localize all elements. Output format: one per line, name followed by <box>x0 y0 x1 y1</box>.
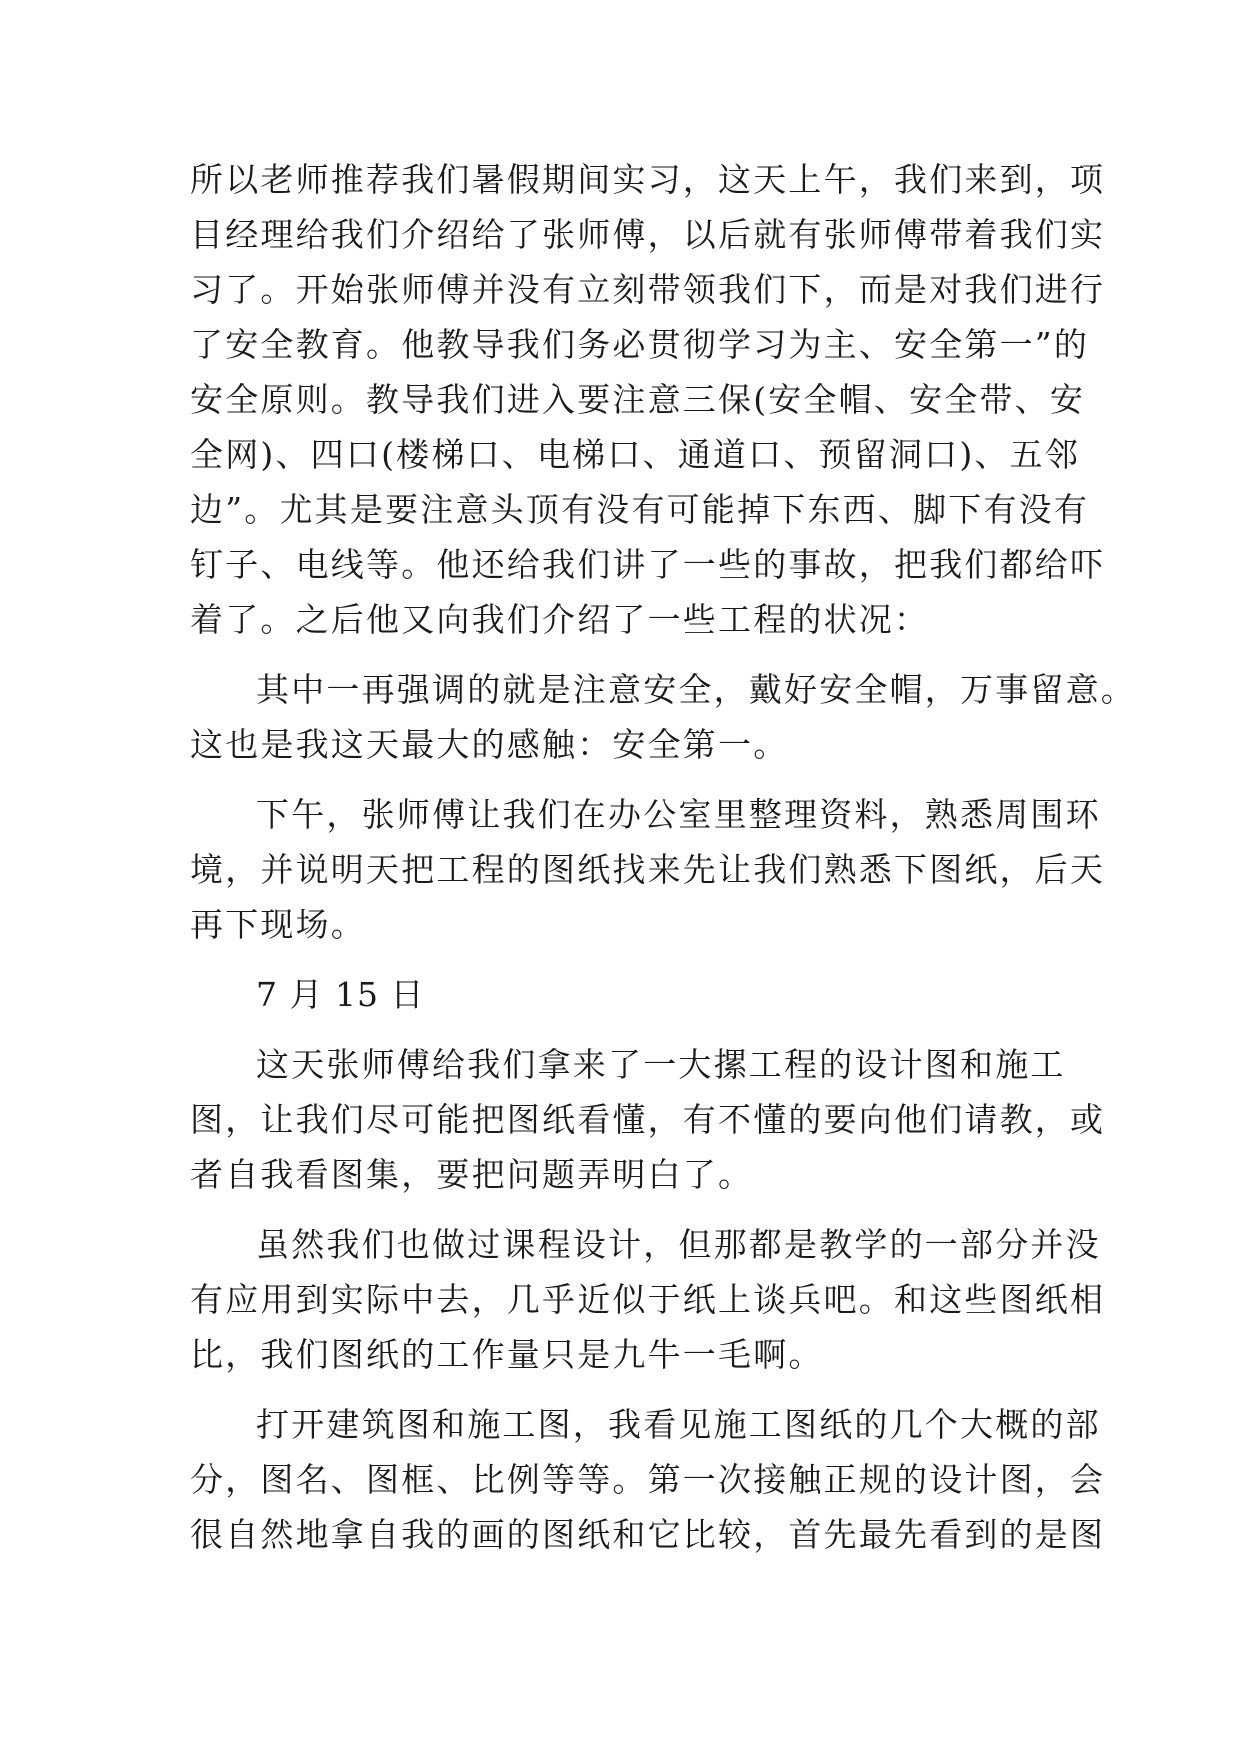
text-line: 分，图名、图框、比例等等。第一次接触正规的设计图，会 <box>190 1460 1106 1499</box>
text-line: 这也是我这天最大的感触：安全第一。 <box>190 725 789 764</box>
text-line: 钉子、电线等。他还给我们讲了一些的事故，把我们都给吓 <box>190 545 1106 584</box>
text-line: 所以老师推荐我们暑假期间实习，这天上午，我们来到，项 <box>190 160 1106 199</box>
text-line: 其中一再强调的就是注意安全，戴好安全帽，万事留意。 <box>256 670 1136 709</box>
text-line: 着了。之后他又向我们介绍了一些工程的状况： <box>190 600 930 639</box>
text-line: 目经理给我们介绍给了张师傅，以后就有张师傅带着我们实 <box>190 215 1106 254</box>
text-line: 比，我们图纸的工作量只是九牛一毛啊。 <box>190 1335 824 1374</box>
date-heading: 7 月 15 日 <box>256 975 425 1014</box>
text-line: 全网)、四口(楼梯口、电梯口、通道口、预留洞口)、五邻 <box>190 435 1081 474</box>
text-line: 下午，张师傅让我们在办公室里整理资料，熟悉周围环 <box>256 795 1101 834</box>
text-line: 再下现场。 <box>190 905 366 944</box>
text-line: 打开建筑图和施工图，我看见施工图纸的几个大概的部 <box>256 1405 1101 1444</box>
text-line: 图，让我们尽可能把图纸看懂，有不懂的要向他们请教，或 <box>190 1100 1106 1139</box>
text-line: 这天张师傅给我们拿来了一大摞工程的设计图和施工 <box>256 1045 1066 1084</box>
text-line: 习了。开始张师傅并没有立刻带领我们下，而是对我们进行 <box>190 270 1106 309</box>
text-line: 边”。尤其是要注意头顶有没有可能掉下东西、脚下有没有 <box>190 490 1090 529</box>
text-line: 很自然地拿自我的画的图纸和它比较，首先最先看到的是图 <box>190 1515 1106 1554</box>
text-line: 境，并说明天把工程的图纸找来先让我们熟悉下图纸，后天 <box>190 850 1106 889</box>
text-line: 虽然我们也做过课程设计，但那都是教学的一部分并没 <box>256 1225 1101 1264</box>
text-line: 者自我看图集，要把问题弄明白了。 <box>190 1155 754 1194</box>
text-line: 安全原则。教导我们进入要注意三保(安全帽、安全带、安 <box>190 380 1086 419</box>
text-line: 有应用到实际中去，几乎近似于纸上谈兵吧。和这些图纸相 <box>190 1280 1106 1319</box>
text-line: 了安全教育。他教导我们务必贯彻学习为主、安全第一”的 <box>190 325 1090 364</box>
